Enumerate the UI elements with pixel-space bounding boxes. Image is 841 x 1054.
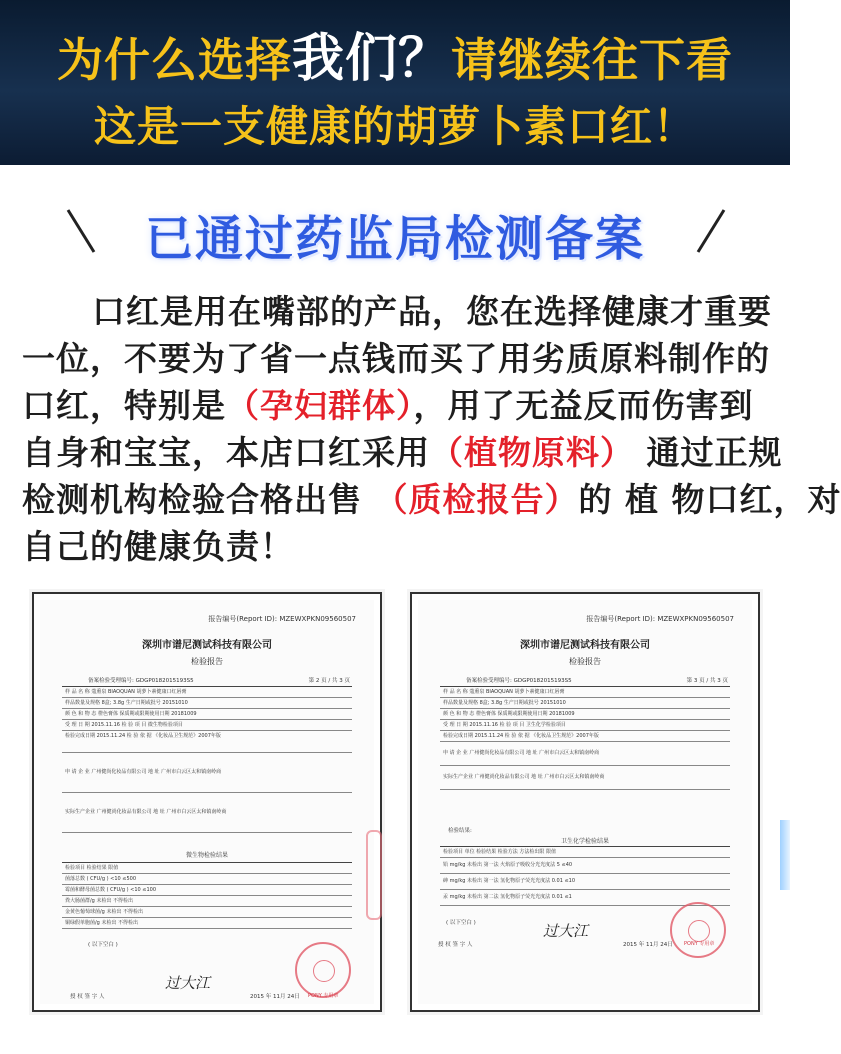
paragraph-line-5: [22, 476, 841, 523]
inspection-report-page-3: [410, 592, 760, 1012]
table-row: 实际生产企业 广州健尚化妆品有限公司 地 址 广州市白云区太和镇南岭商: [62, 793, 352, 833]
report-company: 深圳市谱尼测试科技有限公司: [520, 640, 650, 651]
paragraph-text: 检测机构检验合格出售: [22, 480, 375, 519]
official-seal-icon: [295, 942, 351, 998]
paragraph-line-1: 口红是用在嘴部的产品，您在选择健康才重要: [92, 292, 772, 331]
official-seal-icon: [670, 902, 726, 958]
result-table: [440, 846, 730, 906]
table-row: 检验完成日期 2015.11.24 检 验 依 据 《化妆品卫生规范》2007年版: [62, 731, 352, 753]
paragraph-line-2: 一位，不要为了省一点钱而买了用劣质原料制作的: [22, 339, 770, 378]
result-title: 卫生化学检验结果: [560, 838, 609, 845]
record-number: 备案检验受理编号: GDGP0182015193S5: [466, 678, 572, 684]
seal-label: PONY 专用章: [684, 941, 715, 947]
table-row: 菌落总数 ( CFU/g ) <10 ≤500: [62, 874, 352, 885]
signature: 过大江: [165, 974, 211, 992]
section-heading: [0, 196, 790, 266]
table-row: 受 理 日 期 2015.11.16 检 验 项 目 微生物检验项目: [62, 720, 352, 731]
slash-right-icon: [690, 206, 730, 256]
signer-label: 授 权 签 字 人: [70, 994, 105, 1000]
report-sheet: [40, 600, 374, 1004]
paragraph-text: 通过正规: [634, 433, 783, 472]
paragraph-text: 自身和宝宝，本店口红采用: [22, 433, 430, 472]
blank-note: ( 以下空白 ): [88, 942, 118, 948]
page-indicator: 第 2 页 / 共 3 页: [308, 678, 350, 684]
table-row: 检验项目 单位 检验结果 检验方法 方法检出限 限值: [440, 847, 730, 858]
table-row: 受 理 日 期 2015.11.16 检 验 项 目 卫生化学检验项目: [440, 720, 730, 731]
report-sheet: [418, 600, 752, 1004]
paragraph-text: 的 植 物口红，对: [578, 480, 841, 519]
table-row: 霉菌和酵母菌总数 ( CFU/g ) <10 ≤100: [62, 885, 352, 896]
sample-info-table: [62, 686, 352, 833]
section-title: 已通过药监局检测备案: [144, 211, 645, 267]
report-date: 2015 年 11月 24日: [250, 994, 300, 1000]
side-decoration: [780, 820, 790, 890]
paragraph-line-4: [22, 429, 783, 476]
banner-headline: [0, 16, 790, 91]
table-row: 样品数量及规格 8盒; 3.8g 生产日期或批号 20151010: [440, 698, 730, 709]
table-row: 实际生产企业 广州健尚化妆品有限公司 地 址 广州市白云区太和镇南岭商: [440, 766, 730, 790]
result-title: 微生物检验结果: [185, 852, 228, 859]
table-row: 检验完成日期 2015.11.24 检 验 依 据 《化妆品卫生规范》2007年版: [440, 731, 730, 742]
headline-part-1: 为什么选择: [56, 33, 292, 87]
description-paragraph: [22, 288, 841, 570]
headline-emphasis: 我们？: [291, 29, 451, 89]
table-row: 检验项目 检验结果 限值: [62, 863, 352, 874]
table-row: 申 请 企 业 广州健尚化妆品有限公司 地 址 广州市白云区太和镇南岭商: [440, 742, 730, 766]
banner-subheadline: 这是一支健康的胡萝卜素口红！: [93, 102, 696, 151]
sample-info-table: [440, 686, 730, 790]
report-id: 报告编号(Report ID): MZEWXPKN09560507: [208, 615, 356, 623]
table-row: 铜绿假单胞菌/g 未检出 不得检出: [62, 918, 352, 929]
table-row: 粪大肠菌群/g 未检出 不得检出: [62, 896, 352, 907]
paragraph-line-6: 自己的健康负责！: [22, 527, 294, 566]
inspection-report-page-2: [32, 592, 382, 1012]
table-row: 颜 色 和 物 态 橙色膏体 保质期或限期使用日期 20181009: [62, 709, 352, 720]
table-row: 铅 mg/kg 未检出 第一法 火焰原子吸收分光光度法 5 ≤40: [440, 858, 730, 874]
table-row: 样 品 名 称 蔻熏泉 BIAOQUAN 胡萝卜素健康口红唇膏: [62, 687, 352, 698]
table-row: 申 请 企 业 广州健尚化妆品有限公司 地 址 广州市白云区太和镇南岭商: [62, 753, 352, 793]
record-number: 备案检验受理编号: GDGP0182015193S5: [88, 678, 194, 684]
blank-note: ( 以下空白 ): [446, 920, 476, 926]
result-table: [62, 862, 352, 929]
highlight-plant-ingredients: （植物原料）: [430, 433, 634, 472]
report-id: 报告编号(Report ID): MZEWXPKN09560507: [586, 615, 734, 623]
result-label: 检验结果:: [448, 828, 472, 834]
report-date: 2015 年 11月 24日: [623, 942, 673, 948]
table-row: 金黄色葡萄球菌/g 未检出 不得检出: [62, 907, 352, 918]
table-row: 样 品 名 称 蔻熏泉 BIAOQUAN 胡萝卜素健康口红唇膏: [440, 687, 730, 698]
paragraph-line-3: [22, 382, 772, 429]
page-indicator: 第 3 页 / 共 3 页: [686, 678, 728, 684]
table-row: 样品数量及规格 8盒; 3.8g 生产日期或批号 20151010: [62, 698, 352, 709]
report-doc-title: 检验报告: [569, 657, 601, 666]
table-row: 汞 mg/kg 未检出 第二法 氢化物原子荧光光度法 0.01 ≤1: [440, 890, 730, 906]
table-row: 砷 mg/kg 未检出 第一法 氢化物原子荧光光度法 0.01 ≤10: [440, 874, 730, 890]
top-banner: [0, 0, 790, 165]
paragraph-text: ，用了无益反而伤害到: [413, 386, 754, 425]
seal-label: PONY 专用章: [308, 993, 339, 999]
signature: 过大江: [543, 922, 589, 940]
report-doc-title: 检验报告: [191, 657, 223, 666]
highlight-pregnant: （孕妇群体）: [226, 386, 414, 425]
headline-part-2: 请继续往下看: [451, 33, 733, 87]
paragraph-text: 口红，特别是: [22, 386, 226, 425]
signer-label: 授 权 签 字 人: [438, 942, 473, 948]
edge-seal-icon: [366, 830, 382, 920]
report-company: 深圳市谱尼测试科技有限公司: [142, 640, 272, 651]
highlight-inspection-report: （质检报告）: [374, 480, 579, 519]
table-row: 颜 色 和 物 态 橙色膏体 保质期或限期使用日期 20181009: [440, 709, 730, 720]
